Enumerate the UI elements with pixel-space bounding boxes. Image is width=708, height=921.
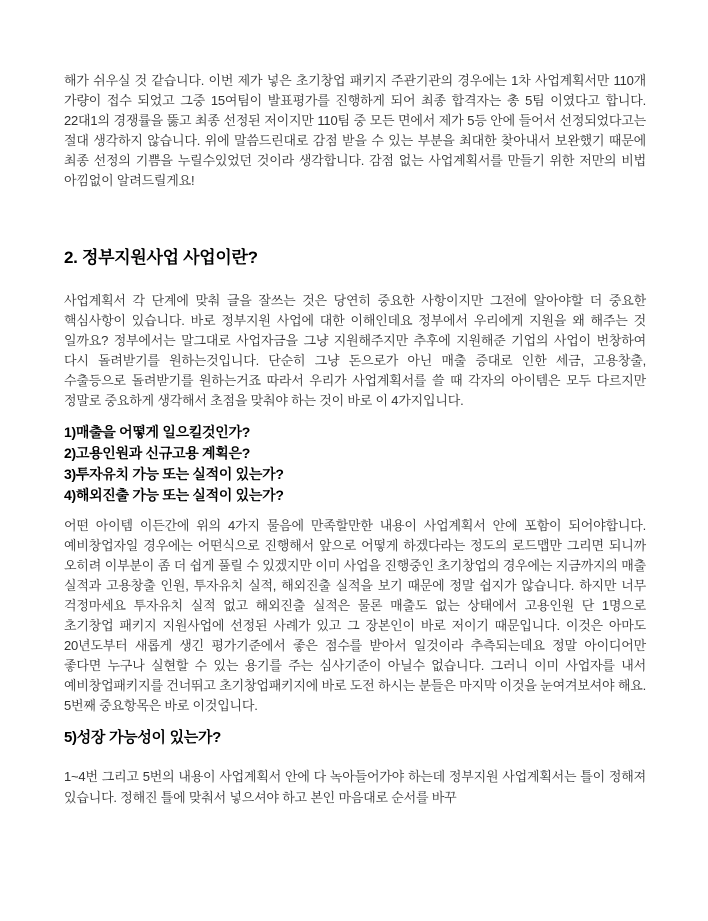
section-2-heading: 2. 정부지원사업 사업이란? (64, 248, 258, 267)
key-questions-list (64, 422, 646, 506)
document-content (64, 71, 646, 808)
key-question-3: 3)투자유치 가능 또는 실적이 있는가? (64, 466, 284, 482)
paragraph-experience: 어떤 아이템 이든간에 위의 4가지 물음에 만족할만한 내용이 사업계획서 안에 포함이 되어야합니다. 예비창업자일 경우에는 어떤식으로 진행해서 앞으로 어떻게 하겠다라는 정도의 로드맵만 그리면 되니까 오히려 이부분이 좀 더 쉽게 풀릴 수 있겠지만 이미 사업을 진행중인 초기창업의 경우에는 지금까지의 매출 실적과 고용창출 인원, 투자유치 실적, 해외진출 실적을 보기 때문에 정말 쉽지가 않습니다. 하지만 너무 걱정마세요 투자유치 실적 없고 해외진출 실적은 물론 매출도 없는 상태에서 고용인원 단 1명으로 초기창업 패키지 지원사업에 선정된 사례가 있고 그 장본인이 바로 저이기 때문입니다. 이것은 아마도 20년도부터 새롭게 생긴 평가기준에서 좋은 점수를 받아서 일것이라 추측되는데요 정말 아이디어만 좋다면 누구나 실현할 수 있는 용기를 주는 심사기준이 아닐수 없습니다. 그러니 이미 사업자를 내서 예비창업패키지를 건너뛰고 초기창업패키지에 바로 도전 하시는 분들은 마지막 이것을 눈여겨보셔야 해요. 5번째 중요항목은 바로 이것입니다. (64, 518, 646, 713)
section-5-heading: 5)성장 가능성이 있는가? (64, 729, 222, 746)
key-question-4: 4)해외진출 가능 또는 실적이 있는가? (64, 487, 284, 503)
paragraph-outro: 1~4번 그리고 5번의 내용이 사업계획서 안에 다 녹아들어가야 하는데 정부지원 사업계획서는 틀이 정해져 있습니다. 정해진 틀에 맞춰서 넣으셔야 하고 본인 마음대로 순서를 바꾸 (64, 769, 646, 805)
key-question-2: 2)고용인원과 신규고용 계획은? (64, 445, 250, 461)
paragraph-about-government-support: 사업계획서 각 단계에 맞춰 글을 잘쓰는 것은 당연히 중요한 사항이지만 그전에 알아야할 더 중요한 핵심사항이 있습니다. 바로 정부지원 사업에 대한 이해인데요 정부에서 우리에게 지원을 왜 해주는 것 일까요? 정부에서는 말그대로 사업자금을 그냥 지원해주지만 추후에 지원해준 기업의 사업이 번창하여 다시 돌려받기를 원하는것입니다. 단순히 그냥 돈으로가 아닌 매출 증대로 인한 세금, 고용창출, 수출등으로 돌려받기를 원하는거죠 따라서 우리가 사업계획서를 쓸 때 각자의 아이템은 모두 다르지만 정말로 중요하게 생각해서 초점을 맞춰야 하는 것이 바로 이 4가지입니다. (64, 293, 646, 408)
key-question-1: 1)매출을 어떻게 일으킬것인가? (64, 424, 250, 440)
paragraph-intro: 해가 쉬우실 것 같습니다. 이번 제가 넣은 초기창업 패키지 주관기관의 경우에는 1차 사업계획서만 110개 가량이 접수 되었고 그중 15여팀이 발표평가를 진행하게 되어 최종 합격자는 총 5팀 이였다고 합니다. 22대1의 경쟁률을 뚫고 최종 선정된 저이지만 110팀 중 모든 면에서 제가 5등 안에 들어서 선정되었다고는 절대 생각하지 않습니다. 위에 말씀드린대로 감점 받을 수 있는 부분을 최대한 찾아내서 보완했기 때문에 최종 선정의 기쁨을 누릴수있었던 것이라 생각합니다. 감점 없는 사업계획서를 만들기 위한 저만의 비법 아낌없이 알려드릴게요! (64, 73, 646, 188)
